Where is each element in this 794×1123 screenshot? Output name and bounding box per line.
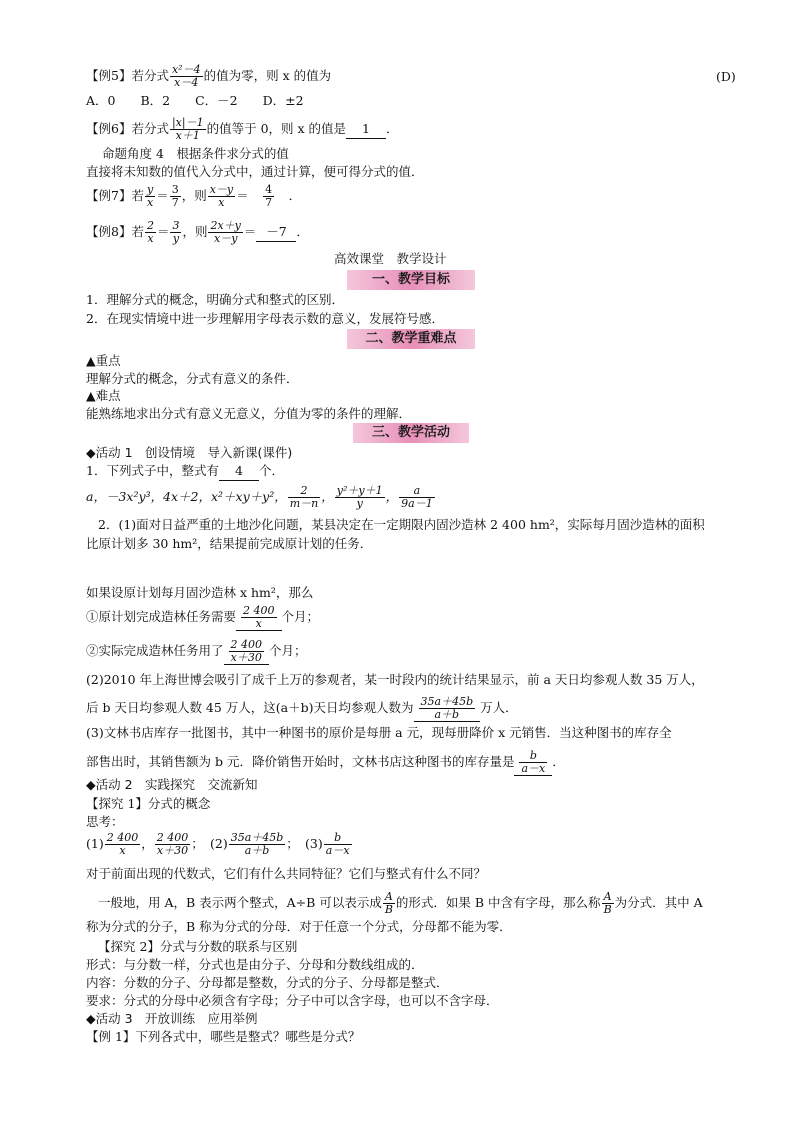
numerator: 2 xyxy=(146,219,154,232)
numerator: 2x＋y xyxy=(210,219,241,232)
question-1-prefix: 1．下列式子中，整式有 xyxy=(86,463,219,478)
text: 的形式．如果 B 中含有字母，那么称 xyxy=(395,895,601,910)
question-1-suffix: 个． xyxy=(258,463,284,478)
text: ，则 xyxy=(181,188,207,203)
numerator: y xyxy=(146,183,154,196)
example-7 xyxy=(86,184,301,209)
numerator: 4 xyxy=(265,183,273,196)
compare-form: 形式：与分数一样，分式也是由分子、分母和分数线组成的． xyxy=(86,957,424,972)
answer-fraction xyxy=(419,696,476,721)
goal-2: 2．在现实情境中进一步理解用字母表示数的意义，发展符号感． xyxy=(86,311,444,326)
denominator: a－x xyxy=(521,762,546,775)
denominator: x－4 xyxy=(170,76,203,89)
section-banner-key-points xyxy=(347,329,475,349)
equals: ＝ xyxy=(156,188,169,203)
answer-fraction xyxy=(241,605,277,630)
text: (1) xyxy=(86,836,104,851)
discussion-question: 对于前面出现的代数式，它们有什么共同特征？它们与整式有什么不同？ xyxy=(86,866,487,881)
fraction xyxy=(324,832,352,857)
example-5-options: A．0 B．2 C．－2 D．±2 xyxy=(86,93,304,108)
denominator: y xyxy=(170,232,181,245)
question-2-part-3-line-2 xyxy=(86,750,565,776)
example-8 xyxy=(86,220,309,245)
fraction xyxy=(155,832,191,857)
expression-list: a，－3x²y³，4x＋2，x²＋xy＋y²， xyxy=(86,489,287,504)
question-2-line-2: 比原计划多 30 hm²，结果提前完成原计划的任务． xyxy=(86,536,373,551)
punctuation: ． xyxy=(288,188,302,203)
denominator: x xyxy=(208,196,235,209)
question-2-line-1: 2．(1)面对日益严重的土地沙化问题，某县决定在一定期限内固沙造林 2 400 hm²，实际每月固沙造林的面积 xyxy=(98,517,705,532)
denominator: x＋30 xyxy=(229,651,265,664)
answer-blank xyxy=(514,750,552,776)
separator: ， xyxy=(385,489,399,504)
key-text: 理解分式的概念，分式有意义的条件． xyxy=(86,371,299,386)
angle-4-desc: 直接将未知数的值代入分式中，通过计算，便可得分式的值． xyxy=(86,164,424,179)
numerator: A xyxy=(603,890,612,903)
equals: ＝ xyxy=(243,224,257,239)
example-8-prefix: 【例8】若 xyxy=(86,224,144,239)
denominator: x＋1 xyxy=(170,129,206,142)
answer-blank xyxy=(224,639,270,665)
fraction xyxy=(208,184,235,209)
equals: ＝ xyxy=(156,224,170,239)
separator: ， xyxy=(321,489,334,504)
fraction xyxy=(399,485,435,510)
example-6 xyxy=(86,117,399,142)
text: 个月； xyxy=(269,643,307,658)
question-1 xyxy=(86,462,284,481)
numerator: A xyxy=(384,890,393,903)
equals: ＝ xyxy=(236,188,249,203)
fraction xyxy=(170,184,181,209)
denominator: x xyxy=(241,617,277,630)
answer-fraction xyxy=(263,184,274,209)
text: 后 b 天日均参观人数 45 万人，这(a＋b)天日均参观人数为 xyxy=(86,700,414,715)
think-label: 思考： xyxy=(86,814,124,829)
denominator: a＋b xyxy=(229,844,286,857)
denominator: a－x xyxy=(325,844,350,857)
separator: ； (3) xyxy=(286,836,323,851)
denominator: B xyxy=(603,903,612,916)
denominator: y xyxy=(335,497,385,510)
numerator: a xyxy=(413,484,421,497)
numerator: 35a＋45b xyxy=(230,831,284,844)
explore-1-heading: 【探究 1】分式的概念 xyxy=(86,796,211,811)
text: 个月； xyxy=(281,609,320,624)
punctuation: ． xyxy=(296,224,309,239)
denominator: x＋30 xyxy=(155,844,191,857)
answer-fraction xyxy=(229,639,265,664)
activity-3-heading: ◆活动 3 开放训练 应用举例 xyxy=(86,1011,258,1026)
fraction xyxy=(170,220,181,245)
numerator: 2 400 xyxy=(106,831,139,844)
compare-requirement: 要求：分式的分母中必须含有字母；分子中可以含字母，也可以不含字母． xyxy=(86,993,499,1008)
text: 部售出时，其销售额为 b 元．降价销售开始时，文林书店这种图书的库存量是 xyxy=(86,754,515,769)
fraction xyxy=(145,220,156,245)
answer-blank xyxy=(236,605,282,631)
answer-blank xyxy=(249,184,289,209)
punctuation: ． xyxy=(386,121,399,136)
compare-content: 内容：分数的分子、分母都是整数，分式的分子、分母都是整式． xyxy=(86,975,449,990)
separator: ， xyxy=(141,836,154,851)
section-banner-goals xyxy=(347,270,475,290)
numerator: 3 xyxy=(172,219,180,232)
numerator: 2 400 xyxy=(230,638,263,651)
numerator: b xyxy=(334,831,342,844)
activity-2-heading: ◆活动 2 实践探究 交流新知 xyxy=(86,777,258,792)
example-5-prefix: 【例5】若分式 xyxy=(86,68,169,83)
question-2-part-2-line-2 xyxy=(86,696,518,722)
banner-label: 三、教学活动 xyxy=(371,425,450,440)
denominator: m－n xyxy=(289,497,319,510)
difficulty-text: 能熟练地求出分式有意义无意义，分值为零的条件的理解． xyxy=(86,406,412,421)
example-5-suffix: 的值为零，则 x 的值为 xyxy=(203,68,332,83)
numerator: |x|－1 xyxy=(171,116,204,129)
text: 万人． xyxy=(480,700,518,715)
fraction xyxy=(145,184,155,209)
definition-line-1 xyxy=(98,891,703,916)
banner-label: 二、教学重难点 xyxy=(365,331,457,346)
example-1-question: 【例 1】下列各式中，哪些是整式？哪些是分式？ xyxy=(86,1029,361,1044)
example-6-prefix: 【例6】若分式 xyxy=(86,121,169,136)
denominator: 7 xyxy=(265,196,273,209)
text: ，则 xyxy=(182,224,208,239)
answer-blank: －7 xyxy=(256,223,296,242)
fraction xyxy=(383,891,395,916)
key-label: ▲重点 xyxy=(86,353,121,368)
numerator: 2 400 xyxy=(243,604,275,617)
numerator: x－y xyxy=(209,183,234,196)
example-5 xyxy=(86,64,331,89)
example-5-answer: (D) xyxy=(716,69,736,84)
numerator: b xyxy=(529,749,537,762)
text: ②实际完成造林任务用了 xyxy=(86,643,224,658)
fraction xyxy=(170,64,203,89)
denominator: B xyxy=(384,903,393,916)
denominator: x xyxy=(146,196,154,209)
numerator: 35a＋45b xyxy=(420,695,474,708)
activity-1-heading: ◆活动 1 创设情境 导入新课(课件) xyxy=(86,445,293,460)
fraction xyxy=(170,117,206,142)
text: 一般地，用 A，B 表示两个整式，A÷B 可以表示成 xyxy=(98,895,382,910)
think-expressions xyxy=(86,832,353,857)
example-6-suffix: 的值等于 0，则 x 的值是 xyxy=(206,121,347,136)
numerator: 2 400 xyxy=(156,831,189,844)
angle-4-title: 命题角度 4 根据条件求分式的值 xyxy=(102,146,289,161)
definition-line-2: 称为分式的分子，B 称为分式的分母．对于任意一个分式，分母都不能为零． xyxy=(86,919,512,934)
example-7-prefix: 【例7】若 xyxy=(86,188,144,203)
denominator: x xyxy=(105,844,141,857)
numerator: 2 xyxy=(300,484,308,497)
question-2-part-2-line-1: (2)2010 年上海世博会吸引了成千上万的参观者，某一时段内的统计结果显示，前 a 天日均参观人数 35 万人， xyxy=(86,672,704,687)
banner-label: 一、教学目标 xyxy=(371,272,450,287)
answer-fraction xyxy=(519,750,547,775)
section-banner-activities xyxy=(353,423,469,443)
answer-blank: 4 xyxy=(219,462,259,481)
fraction xyxy=(208,220,242,245)
fraction xyxy=(105,832,141,857)
fraction xyxy=(602,891,614,916)
question-2-a xyxy=(86,605,319,631)
difficulty-label: ▲难点 xyxy=(86,388,121,403)
question-1-expressions xyxy=(86,485,436,510)
denominator: x xyxy=(145,232,156,245)
separator: ； (2) xyxy=(191,836,228,851)
classroom-title: 高效课堂 教学设计 xyxy=(334,251,447,266)
text: 为分式．其中 A xyxy=(614,895,703,910)
text: ． xyxy=(552,754,565,769)
denominator: a＋b xyxy=(419,708,476,721)
fraction xyxy=(335,485,385,510)
question-2-part-3-line-1: (3)文林书店库存一批图书，其中一种图书的原价是每册 a 元，现每册降价 x 元销售．当这种图书的库存全 xyxy=(86,725,672,740)
numerator: x²－4 xyxy=(171,63,201,76)
fraction xyxy=(229,832,286,857)
question-2-assumption: 如果设原计划每月固沙造林 x hm²，那么 xyxy=(86,585,314,600)
explore-2-heading: 【探究 2】分式与分数的联系与区别 xyxy=(98,939,298,954)
question-2-b xyxy=(86,639,307,665)
denominator: 9a－1 xyxy=(401,497,433,510)
denominator: x－y xyxy=(208,232,242,245)
goal-1: 1．理解分式的概念，明确分式和整式的区别． xyxy=(86,292,344,307)
numerator: 3 xyxy=(171,183,179,196)
answer-blank: 1 xyxy=(346,120,386,139)
numerator: y²＋y＋1 xyxy=(336,484,383,497)
fraction xyxy=(288,485,321,510)
text: ①原计划完成造林任务需要 xyxy=(86,609,237,624)
denominator: 7 xyxy=(171,196,179,209)
answer-blank xyxy=(414,696,481,722)
